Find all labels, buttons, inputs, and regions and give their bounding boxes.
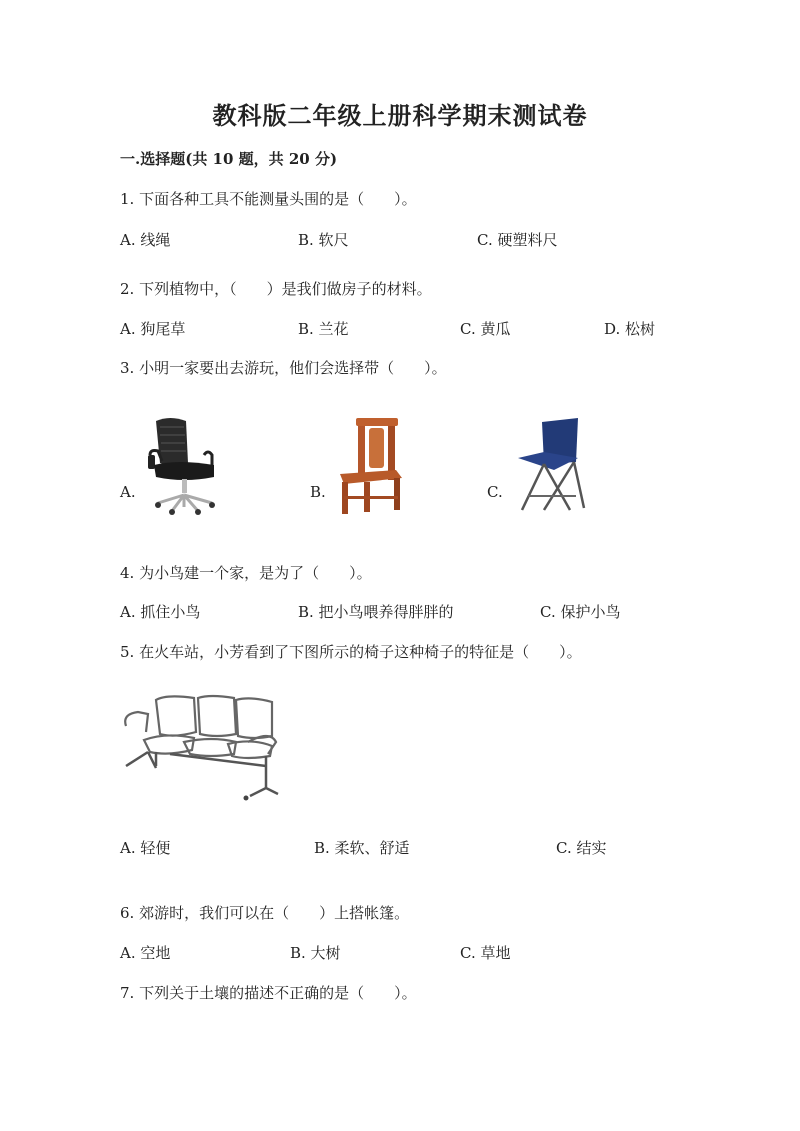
question-6-option-a[interactable]: A. 空地 [120, 944, 171, 962]
question-4-stem: 4. 为小鸟建一个家，是为了（ ）。 [120, 564, 372, 582]
question-3-option-b[interactable]: B. [310, 483, 326, 501]
question-2-stem: 2. 下列植物中，（ ）是我们做房子的材料。 [120, 280, 432, 298]
question-5-stem: 5. 在火车站，小芳看到了下图所示的椅子这种椅子的特征是（ ）。 [120, 643, 582, 661]
question-3-stem: 3. 小明一家要出去游玩，他们会选择带（ ）。 [120, 359, 447, 377]
question-1-stem: 1. 下面各种工具不能测量头围的是（ ）。 [120, 190, 417, 208]
question-4-option-b[interactable]: B. 把小鸟喂养得胖胖的 [298, 603, 454, 621]
question-7-stem: 7. 下列关于土壤的描述不正确的是（ ）。 [120, 984, 417, 1002]
wooden-chair-image [336, 418, 404, 516]
question-5-option-c[interactable]: C. 结实 [556, 839, 607, 857]
station-bench-image [120, 692, 282, 804]
question-2-option-b[interactable]: B. 兰花 [298, 320, 349, 338]
folding-camp-chair-image [514, 416, 586, 514]
question-1-option-a[interactable]: A. 线绳 [120, 231, 171, 249]
page-title: 教科版二年级上册科学期末测试卷 [212, 101, 588, 130]
question-4-option-a[interactable]: A. 抓住小鸟 [120, 603, 201, 621]
office-chair-image [148, 415, 223, 515]
question-1-option-c[interactable]: C. 硬塑料尺 [477, 231, 558, 249]
question-5-option-a[interactable]: A. 轻便 [120, 839, 171, 857]
question-6-stem: 6. 郊游时，我们可以在（ ）上搭帐篷。 [120, 904, 410, 922]
question-3-option-a[interactable]: A. [120, 483, 136, 501]
question-2-option-a[interactable]: A. 狗尾草 [120, 320, 186, 338]
question-2-option-c[interactable]: C. 黄瓜 [460, 320, 511, 338]
question-3-option-c[interactable]: C. [487, 483, 503, 501]
question-4-option-c[interactable]: C. 保护小鸟 [540, 603, 621, 621]
question-6-option-c[interactable]: C. 草地 [460, 944, 511, 962]
question-6-option-b[interactable]: B. 大树 [290, 944, 341, 962]
question-5-option-b[interactable]: B. 柔软、舒适 [314, 839, 410, 857]
question-1-option-b[interactable]: B. 软尺 [298, 231, 349, 249]
question-2-option-d[interactable]: D. 松树 [604, 320, 656, 338]
section-heading: 一.选择题(共 10 题，共 20 分) [120, 150, 338, 168]
